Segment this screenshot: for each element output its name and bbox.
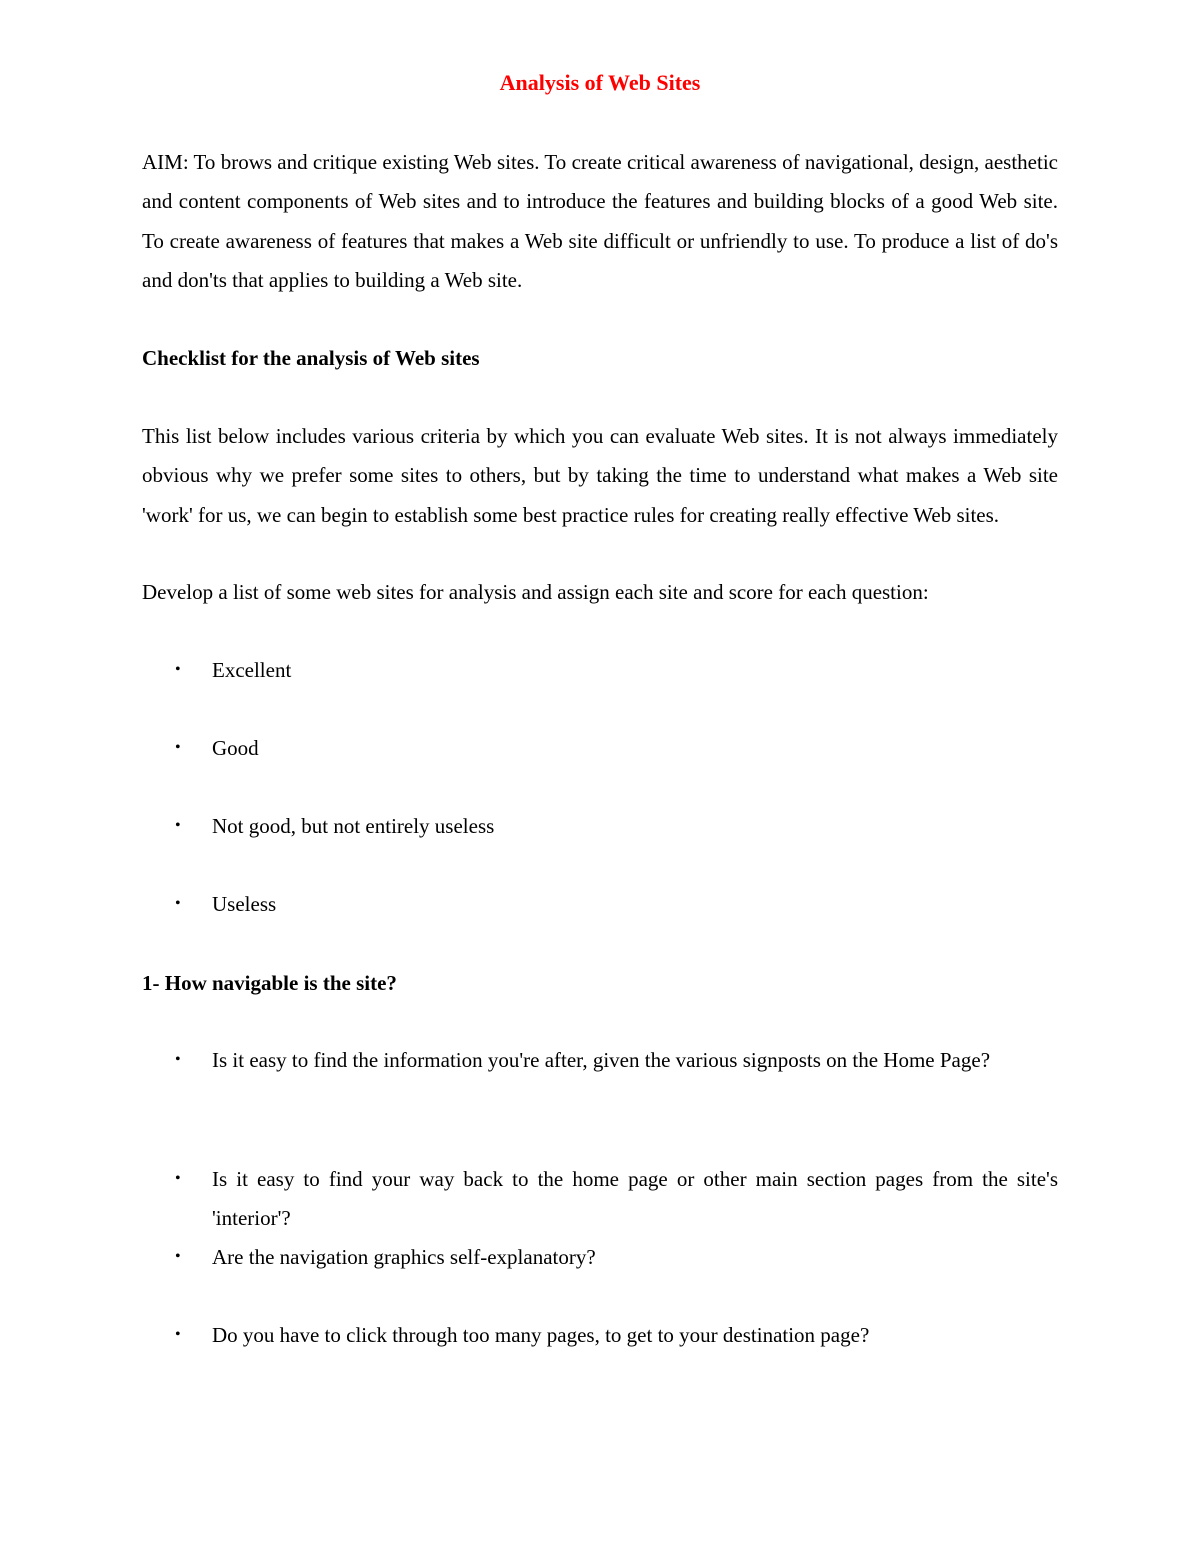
question-text: Is it easy to find your way back to the home page or other main section pages from the site's 'interior'?: [212, 1167, 1058, 1230]
bullet-icon: •: [175, 661, 181, 678]
rating-label: Excellent: [212, 658, 292, 682]
intro-paragraph: This list below includes various criteria by which you can evaluate Web sites. It is not always immediately obvious why we prefer some sites to others, but by taking the time to understand what makes a Web site 'work' for us, we can begin to establish some best practice rules for creating really effective Web sites.: [142, 424, 1058, 527]
bullet-icon: •: [175, 1051, 181, 1068]
section-1-heading: 1- How navigable is the site?: [142, 971, 397, 995]
rating-label: Useless: [212, 892, 277, 916]
document-title: Analysis of Web Sites: [499, 70, 701, 95]
question-text: Do you have to click through too many pages, to get to your destination page?: [212, 1323, 870, 1347]
bullet-icon: •: [175, 817, 181, 834]
rating-label: Not good, but not entirely useless: [212, 814, 495, 838]
bullet-icon: •: [175, 1248, 181, 1265]
bullet-icon: •: [175, 739, 181, 756]
checklist-heading: Checklist for the analysis of Web sites: [142, 346, 480, 370]
rating-label: Good: [212, 736, 259, 760]
develop-instruction: Develop a list of some web sites for analysis and assign each site and score for each question:: [142, 580, 929, 604]
question-text: Is it easy to find the information you're after, given the various signposts on the Home Page?: [212, 1048, 991, 1072]
bullet-icon: •: [175, 1326, 181, 1343]
bullet-icon: •: [175, 895, 181, 912]
bullet-icon: •: [175, 1170, 181, 1187]
question-text: Are the navigation graphics self-explanatory?: [212, 1245, 596, 1269]
aim-paragraph: AIM: To brows and critique existing Web sites. To create critical awareness of navigational, design, aesthetic and content components of Web sites and to introduce the features and building blocks of a good Web site. To create awareness of features that makes a Web site difficult or unfriendly to use. To produce a list of do's and don'ts that applies to building a Web site.: [142, 150, 1058, 292]
